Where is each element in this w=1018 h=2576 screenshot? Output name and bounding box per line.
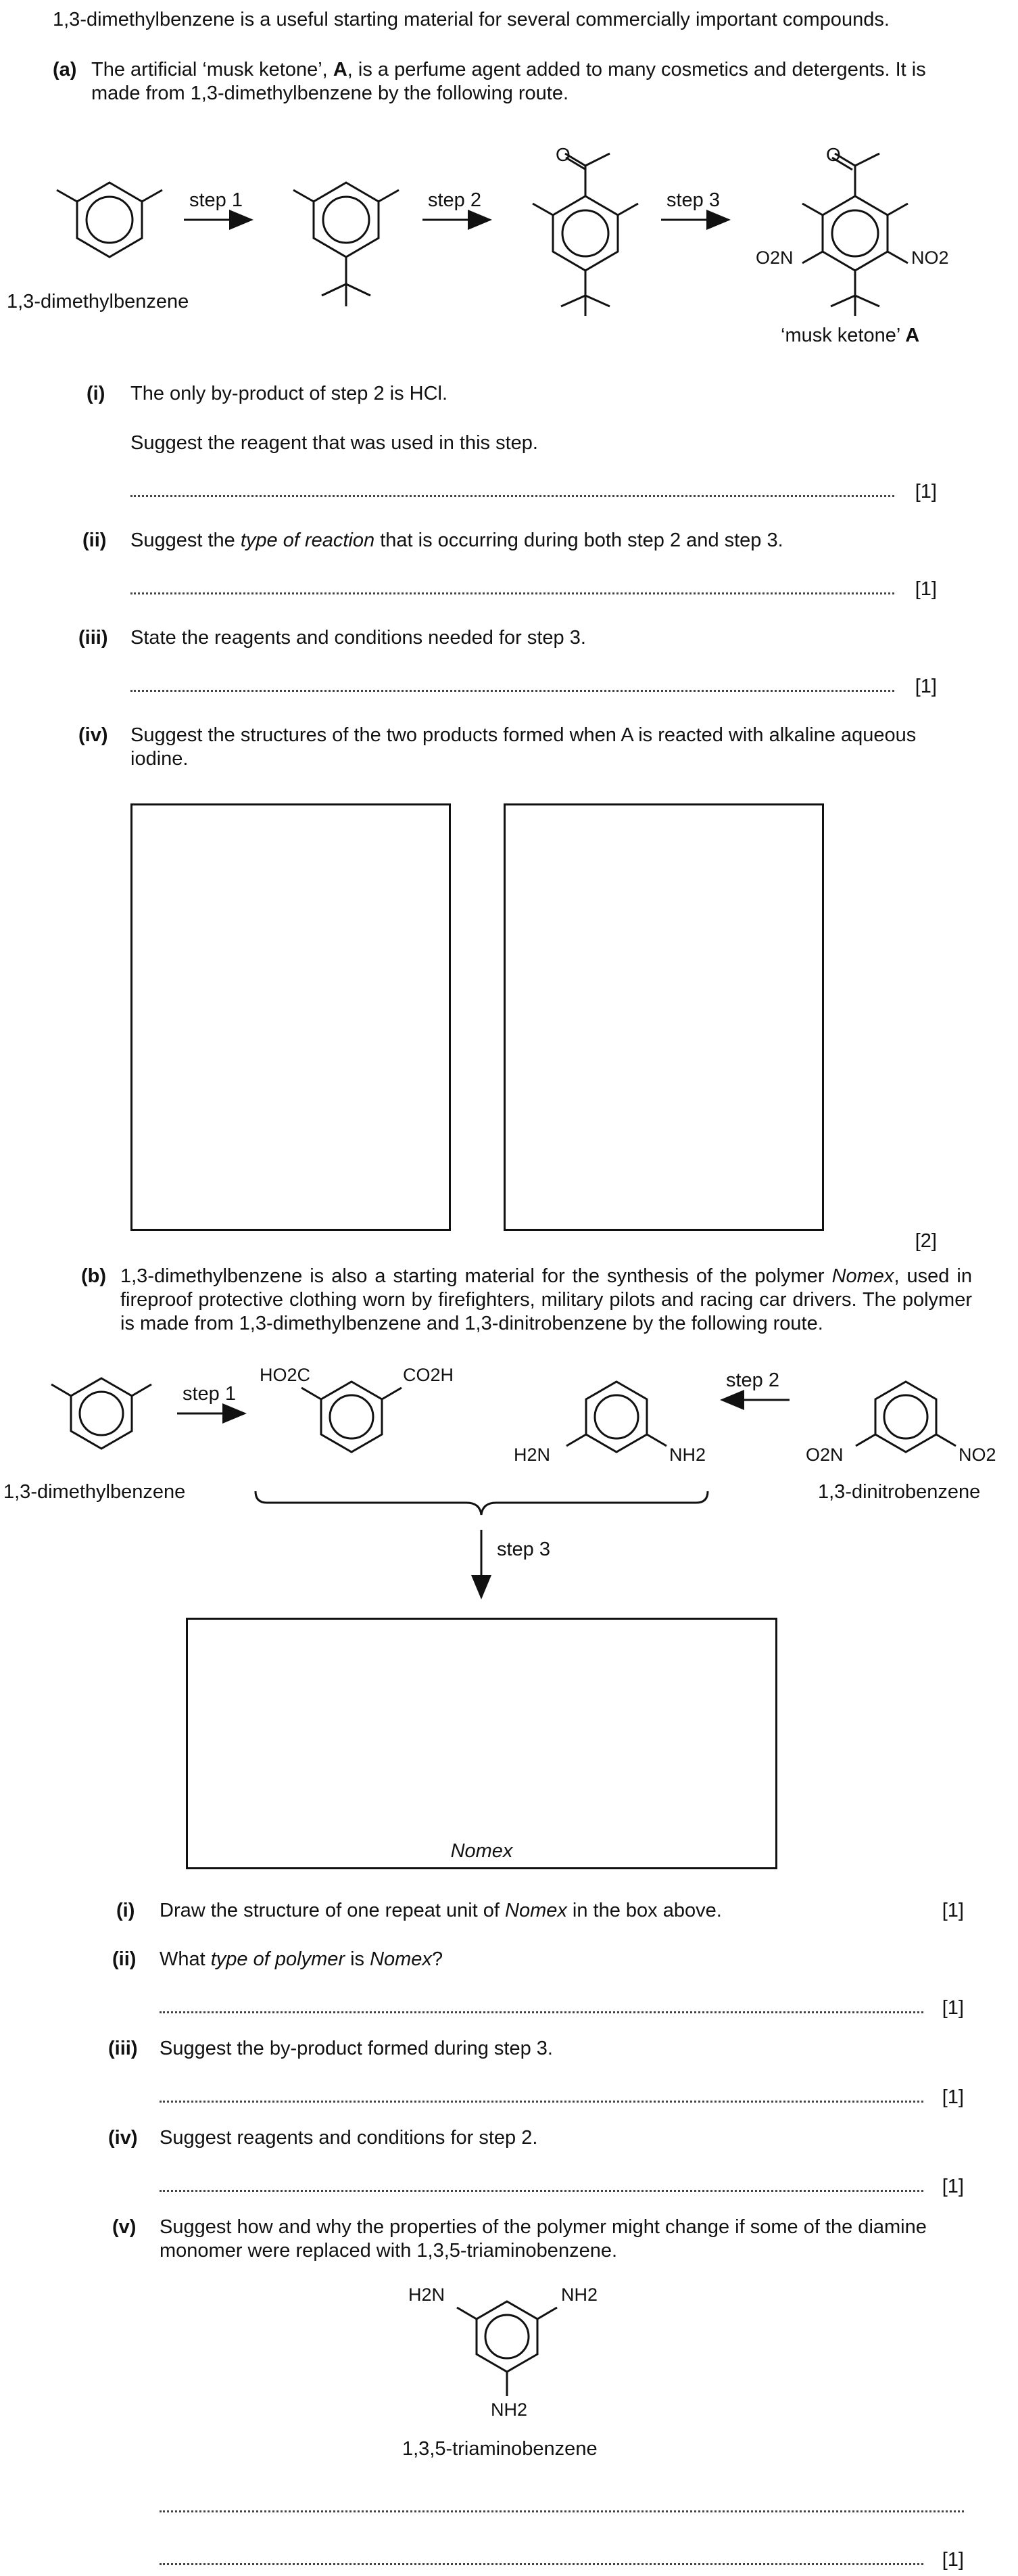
a-i-text2: Suggest the reagent that was used in this step. (130, 432, 538, 454)
a-iv-label: (iv) (78, 724, 108, 746)
musk-o2n: O2N (756, 248, 794, 268)
ketone-structure (533, 154, 638, 316)
b-iv-answer-line[interactable] (160, 2190, 923, 2192)
b-iii-label: (iii) (108, 2038, 138, 2059)
a-iv-text: Suggest the structures of the two products formed when A is reacted with alkaline aqueous iodine. (130, 724, 917, 770)
b-v-answer-line-1[interactable] (160, 2510, 964, 2512)
part-a-text (91, 58, 936, 106)
tbutyl-structure (293, 183, 399, 306)
a-i-answer-line[interactable] (130, 495, 894, 497)
b-no2-label: NO2 (959, 1445, 996, 1465)
triaminobenzene-structure (457, 2301, 557, 2396)
nomex-box-label: Nomex (450, 1840, 513, 1863)
b-i-mark: [1] (942, 1900, 964, 1921)
a-iii-label: (iii) (78, 627, 108, 649)
a-ii-mark: [1] (915, 578, 937, 600)
a-ii-answer-line[interactable] (130, 592, 894, 594)
a-iv-mark: [2] (915, 1230, 937, 1252)
isophthalic-acid-structure (301, 1382, 402, 1452)
b-iii-answer-line[interactable] (160, 2101, 923, 2103)
dimethylbenzene-structure (57, 183, 162, 257)
b-step1-label: step 1 (183, 1383, 236, 1405)
b-step2-label: step 2 (726, 1369, 779, 1391)
musk-no2: NO2 (911, 248, 949, 268)
b-iv-text: Suggest reagents and conditions for step 2. (160, 2127, 538, 2149)
b-i-label: (i) (116, 1900, 135, 1921)
b-i-text: Draw the structure of one repeat unit of Nomex in the box above. (160, 1900, 722, 1921)
b-iv-mark: [1] (942, 2176, 964, 2197)
b-iii-text: Suggest the by-product formed during step 3. (160, 2038, 553, 2059)
step1-label: step 1 (189, 189, 243, 211)
ketone-o: O (556, 144, 571, 165)
co2h-label: CO2H (403, 1365, 454, 1385)
b-iii-mark: [1] (942, 2086, 964, 2108)
combining-brace (256, 1491, 708, 1515)
tri-nh2-right-label: NH2 (561, 2285, 598, 2305)
nh2-label: NH2 (669, 1445, 706, 1465)
b-ii-answer-line[interactable] (160, 2011, 923, 2013)
part-b-text-content: 1,3-dimethylbenzene is also a starting material for the synthesis of the polymer Nomex, used in fireproof protective clothing worn by firefighters, military pilots and racing car drivers. The polymer is made from 1,3-dimethylbenzene and 1,3-dinitrobenzene by the following route. (120, 1265, 972, 1334)
a-iv-answer-box-1[interactable] (130, 803, 451, 1231)
b-ii-mark: [1] (942, 1997, 964, 2019)
ho2c-label: HO2C (260, 1365, 311, 1385)
tri-nh2-bottom-label: NH2 (491, 2399, 528, 2420)
b-iv-label: (iv) (108, 2127, 138, 2149)
nomex-answer-box[interactable] (186, 1618, 777, 1869)
scheme-a (0, 115, 1018, 358)
step3-label: step 3 (666, 189, 720, 211)
b-o2n-label: O2N (806, 1445, 844, 1465)
part-a-text-content: The artificial ‘musk ketone’, A, is a perfume agent added to many cosmetics and detergents. It is made from 1,3-dimethylbenzene by the following route. (91, 59, 926, 104)
b-start-name: 1,3-dimethylbenzene (3, 1481, 186, 1503)
musk-o: O (826, 144, 841, 165)
a-ii-label: (ii) (82, 530, 107, 551)
dinitro-name: 1,3-dinitrobenzene (818, 1481, 981, 1503)
b-dimethylbenzene-structure (51, 1378, 151, 1449)
b-v-answer-line-2[interactable] (160, 2563, 923, 2565)
a-ii-text: Suggest the type of reaction that is occurring during both step 2 and step 3. (130, 530, 783, 551)
b-ii-label: (ii) (112, 1948, 137, 1970)
step2-label: step 2 (428, 189, 481, 211)
dinitrobenzene-structure (856, 1382, 956, 1452)
b-v-label: (v) (112, 2216, 137, 2238)
a-iii-answer-line[interactable] (130, 690, 894, 692)
a-iii-text: State the reagents and conditions needed for step 3. (130, 627, 586, 649)
b-ii-text: What type of polymer is Nomex? (160, 1948, 443, 1970)
a-iv-answer-box-2[interactable] (504, 803, 824, 1231)
part-b-label: (b) (81, 1265, 107, 1287)
a-i-text: The only by-product of step 2 is HCl. (130, 383, 448, 404)
musk-name: ‘musk ketone’ A (781, 325, 920, 346)
a-i-mark: [1] (915, 481, 937, 502)
triaminobenzene-diagram (379, 2266, 649, 2462)
a-iii-mark: [1] (915, 676, 937, 697)
musk-ketone-structure (802, 154, 908, 316)
part-a-label: (a) (53, 59, 77, 80)
b-step3-label: step 3 (497, 1539, 550, 1560)
start-name: 1,3-dimethylbenzene (7, 291, 189, 312)
b-v-mark: [1] (942, 2549, 964, 2571)
b-v-text: Suggest how and why the properties of the polymer might change if some of the diamine monomer were replaced with 1,3,5-triaminobenzene. (160, 2216, 927, 2262)
triamino-name: 1,3,5-triaminobenzene (402, 2438, 598, 2460)
scheme-b (0, 1353, 1018, 1610)
a-i-label: (i) (87, 383, 105, 404)
diaminobenzene-structure (566, 1382, 666, 1452)
tri-h2n-label: H2N (408, 2285, 445, 2305)
part-b-text (120, 1265, 972, 1335)
h2n-label: H2N (514, 1445, 551, 1465)
intro-text: 1,3-dimethylbenzene is a useful starting material for several commercially important compounds. (53, 9, 890, 30)
